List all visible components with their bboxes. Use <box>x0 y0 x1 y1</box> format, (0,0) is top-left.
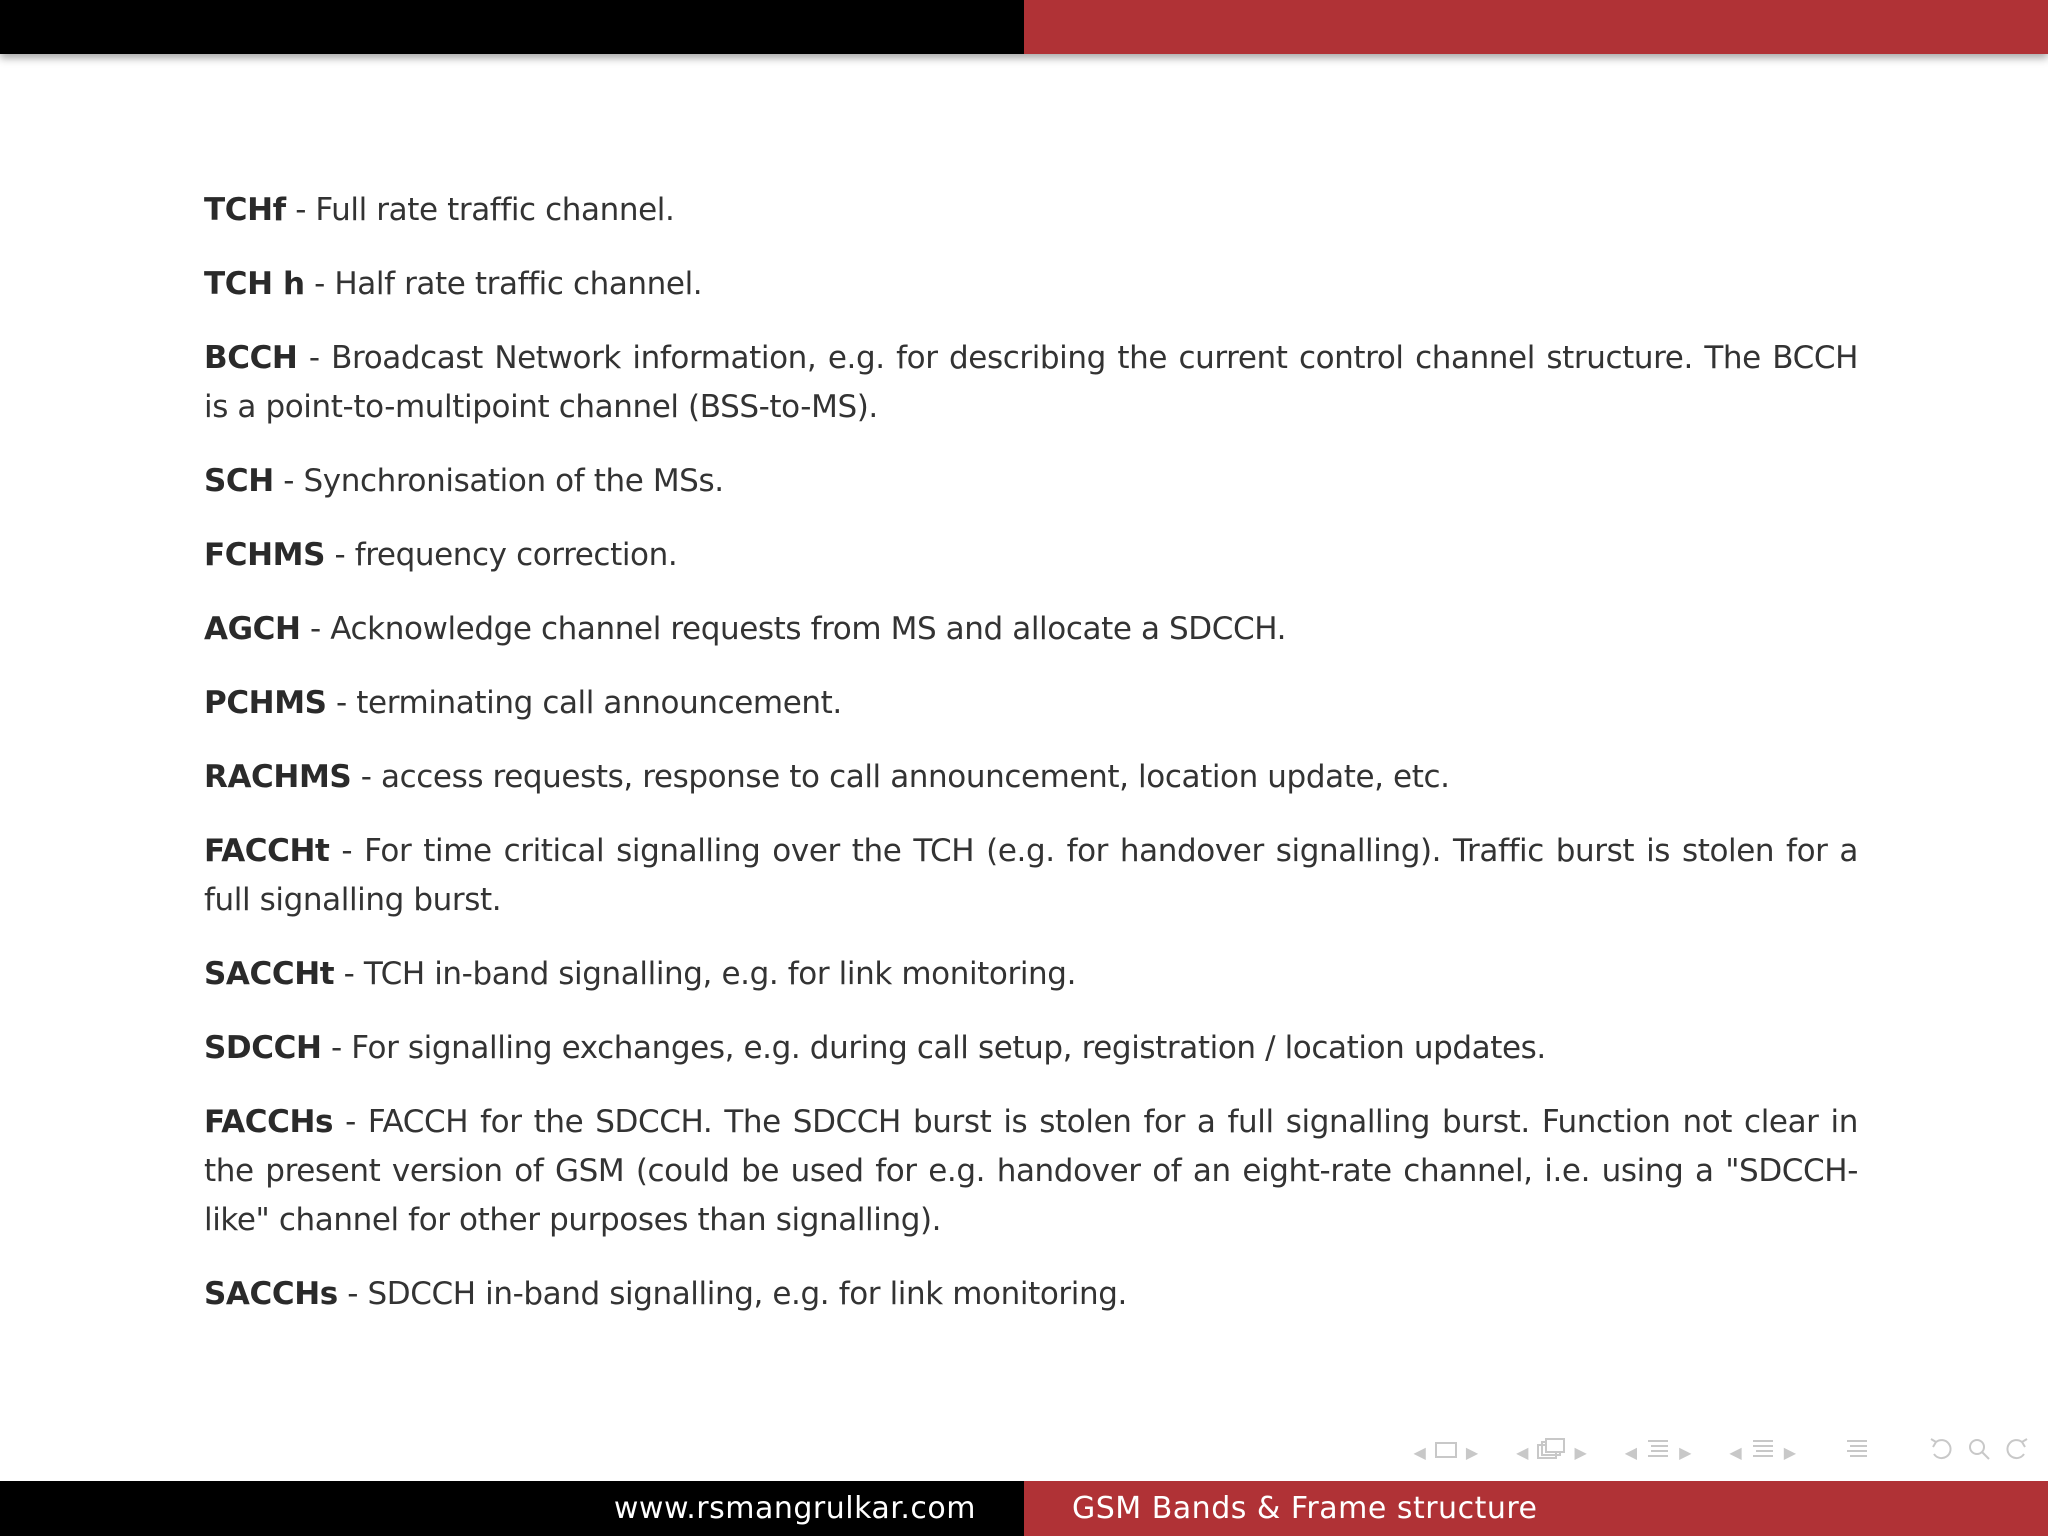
nav-section-group <box>1617 1437 1700 1467</box>
nav-toc-group <box>1844 1437 1870 1467</box>
channel-term: RACHMS <box>204 759 352 795</box>
footer-website: www.rsmangrulkar.com <box>0 1481 1024 1536</box>
slide-content <box>204 186 1858 1344</box>
channel-term: FACCHs <box>204 1104 334 1140</box>
channel-entry <box>204 1270 1858 1319</box>
channel-term: SACCHt <box>204 956 335 992</box>
beamer-navigation <box>1384 1436 2031 1468</box>
channel-description: - Broadcast Network information, e.g. for describing the current control channel structure. The BCCH is a point-to-multipoint channel (BSS-to-MS). <box>204 340 1858 425</box>
channel-entry <box>204 457 1858 506</box>
nav-appendix-group <box>1721 1437 1804 1467</box>
nav-next-arrow-icon[interactable]: ▶ <box>1679 1442 1692 1462</box>
frame-icon[interactable] <box>1434 1438 1458 1466</box>
channel-term: TCH h <box>204 266 305 302</box>
nav-subsection-group <box>1508 1437 1595 1467</box>
channel-description: - SDCCH in-band signalling, e.g. for link monitoring. <box>337 1276 1127 1312</box>
channel-description: - For signalling exchanges, e.g. during call setup, registration / location updates. <box>321 1030 1546 1066</box>
nav-frame-group <box>1406 1438 1487 1466</box>
channel-entry <box>204 1098 1858 1245</box>
channel-description: - FACCH for the SDCCH. The SDCCH burst is stolen for a full signalling burst. Function not clear in the present version of GSM (could be used for e.g. handover of an eight-rate channel, i.e. using a "SDCCH-like" channel for other purposes than signalling). <box>204 1104 1858 1238</box>
nav-prev-arrow-icon[interactable]: ◀ <box>1413 1442 1426 1462</box>
channel-description: - access requests, response to call announcement, location update, etc. <box>351 759 1450 795</box>
channel-term: AGCH <box>204 611 301 647</box>
nav-tools-group <box>1928 1436 2030 1468</box>
channel-description: - Half rate traffic channel. <box>304 266 703 302</box>
channel-description: - Acknowledge channel requests from MS and allocate a SDCCH. <box>300 611 1287 647</box>
channel-entry <box>204 531 1858 580</box>
channel-term: FACCHt <box>204 833 330 869</box>
section-icon[interactable] <box>1645 1437 1671 1467</box>
nav-next-arrow-icon[interactable]: ▶ <box>1574 1442 1587 1462</box>
channel-description: - terminating call announcement. <box>326 685 842 721</box>
channel-description: - frequency correction. <box>325 537 678 573</box>
channel-term: BCCH <box>204 340 298 376</box>
channel-entry <box>204 186 1858 235</box>
channel-term: SDCCH <box>204 1030 322 1066</box>
channel-term: PCHMS <box>204 685 327 721</box>
channel-entry <box>204 827 1858 925</box>
nav-next-arrow-icon[interactable]: ▶ <box>1783 1442 1796 1462</box>
nav-next-arrow-icon[interactable]: ▶ <box>1465 1442 1479 1462</box>
channel-entry <box>204 679 1858 728</box>
channel-entry <box>204 334 1858 432</box>
channel-entry <box>204 753 1858 802</box>
channel-entry <box>204 950 1858 999</box>
channel-term: TCHf <box>204 192 286 228</box>
nav-prev-arrow-icon[interactable]: ◀ <box>1729 1442 1742 1462</box>
header-bar-left <box>0 0 1024 54</box>
channel-description: - Synchronisation of the MSs. <box>273 463 724 499</box>
channel-term: FCHMS <box>204 537 326 573</box>
nav-prev-arrow-icon[interactable]: ◀ <box>1624 1442 1638 1462</box>
channel-entry <box>204 260 1858 309</box>
toc-icon[interactable] <box>1844 1437 1870 1467</box>
appendix-icon[interactable] <box>1750 1437 1776 1467</box>
channel-entry <box>204 1024 1858 1073</box>
channel-description: - For time critical signalling over the TCH (e.g. for handover signalling). Traffic burst is stolen for a full signalling burst. <box>204 833 1858 918</box>
channel-term: SCH <box>204 463 274 499</box>
nav-prev-arrow-icon[interactable]: ◀ <box>1516 1442 1529 1462</box>
footer-slide-title: GSM Bands & Frame structure <box>1024 1481 2048 1536</box>
channel-term: SACCHs <box>204 1276 338 1312</box>
header-bar <box>0 0 2048 54</box>
back-icon[interactable] <box>1928 1436 1956 1468</box>
channel-description: - TCH in-band signalling, e.g. for link monitoring. <box>334 956 1077 992</box>
forward-icon[interactable] <box>2002 1436 2030 1468</box>
channel-description: - Full rate traffic channel. <box>285 192 675 228</box>
channel-entry <box>204 605 1858 654</box>
footer-bar <box>0 1481 2048 1536</box>
subsection-icon[interactable] <box>1536 1437 1566 1467</box>
header-bar-right <box>1024 0 2048 54</box>
search-icon[interactable] <box>1966 1436 1992 1468</box>
